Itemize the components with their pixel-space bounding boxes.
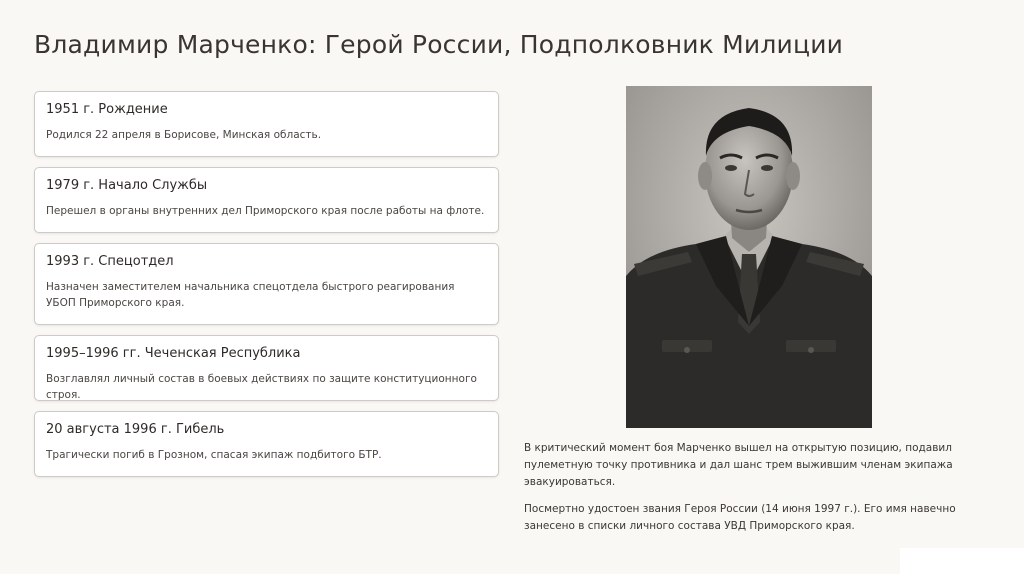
- timeline-card-special-unit: [34, 243, 499, 325]
- timeline-card-service-start: [34, 167, 499, 233]
- timeline-card-text: Назначен заместителем начальника спецотдела быстрого реагирования УБОП Приморского края.: [46, 281, 455, 309]
- timeline-card-heading: 20 августа 1996 г. Гибель: [46, 422, 225, 437]
- timeline-card-birth: [34, 91, 499, 157]
- caption-battle: В критический момент боя Марченко вышел на открытую позицию, подавил пулеметную точку противника и дал шанс трем выжившим членам экипажа эвакуироваться.: [524, 442, 953, 488]
- portrait-illustration: [626, 86, 872, 428]
- corner-patch: [900, 548, 1024, 574]
- timeline-card-text: Возглавлял личный состав в боевых действиях по защите конституционного строя.: [46, 373, 477, 401]
- timeline-card-text: Родился 22 апреля в Борисове, Минская область.: [46, 129, 322, 141]
- timeline-card-heading: 1951 г. Рождение: [46, 102, 168, 117]
- timeline-card-text: Трагически погиб в Грозном, спасая экипаж подбитого БТР.: [46, 449, 382, 461]
- caption-honor: Посмертно удостоен звания Героя России (14 июня 1997 г.). Его имя навечно занесено в списки личного состава УВД Приморского края.: [524, 503, 956, 532]
- timeline-card-death: [34, 411, 499, 477]
- timeline-card-heading: 1995–1996 гг. Чеченская Республика: [46, 346, 301, 361]
- timeline-card-chechnya: [34, 335, 499, 401]
- timeline-card-heading: 1993 г. Спецотдел: [46, 254, 174, 269]
- timeline-card-heading: 1979 г. Начало Службы: [46, 178, 208, 193]
- portrait-photo: [626, 86, 872, 428]
- page-title: Владимир Марченко: Герой России, Подполковник Милиции: [34, 30, 844, 59]
- timeline-card-text: Перешел в органы внутренних дел Приморского края после работы на флоте.: [46, 205, 485, 217]
- timeline: [34, 91, 499, 487]
